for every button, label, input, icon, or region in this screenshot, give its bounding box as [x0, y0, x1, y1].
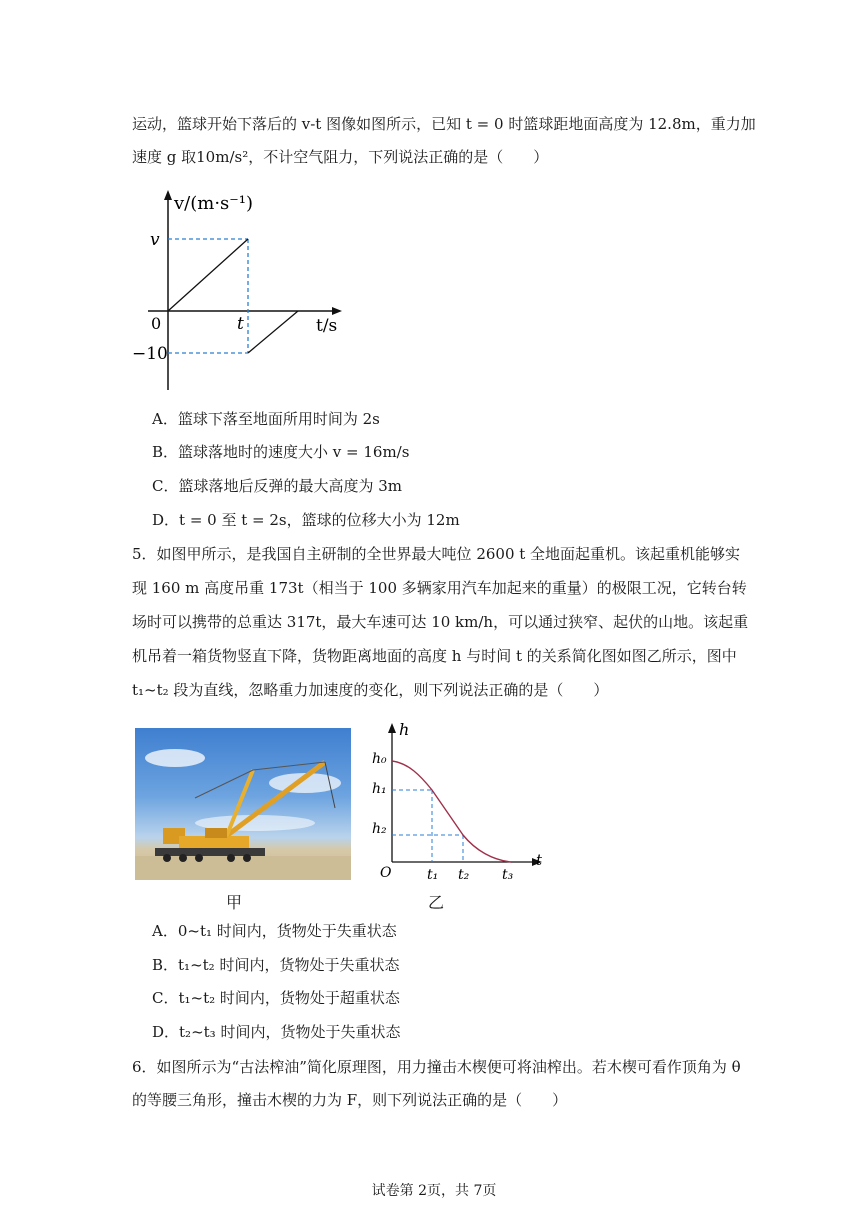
vt-t-tick-label: t: [237, 314, 244, 334]
vt-y-arrow: [164, 190, 172, 200]
ht-t1-label: t₁: [427, 867, 439, 883]
ht-x-axis-label: t: [536, 851, 543, 869]
crane-photo: [135, 728, 351, 880]
q5-stem-line1: 5．如图甲所示，是我国自主研制的全世界最大吨位 2600 t 全地面起重机。该起重机能够实: [132, 545, 741, 563]
vt-x-axis-label: t/s: [316, 316, 338, 336]
q4-stem-line1: 运动，篮球开始下落后的 v-t 图像如图所示，已知 t = 0 时篮球距地面高度为 12.8m，重力加: [132, 115, 756, 133]
q5-stem-line3: 场时可以携带的总重达 317t，最大车速可达 10 km/h，可以通过狭窄、起伏的山地。该起重: [132, 613, 749, 631]
q4-option-d: D．t = 0 至 t = 2s，篮球的位移大小为 12m: [152, 511, 460, 529]
caption-jia: 甲: [226, 893, 243, 912]
vt-rebound-line: [248, 311, 298, 353]
q5-option-c: C．t₁~t₂ 时间内，货物处于超重状态: [152, 989, 400, 1007]
q4-option-c: C．篮球落地后反弹的最大高度为 3m: [152, 477, 403, 495]
crane-illustration: [135, 728, 351, 880]
q4-option-a: A．篮球下落至地面所用时间为 2s: [152, 410, 380, 428]
q5-stem-line2: 现 160 m 高度吊重 173t（相当于 100 多辆家用汽车加起来的重量）的极限工况，它转台转: [132, 579, 747, 597]
vt-y-axis-label: v/(m·s⁻¹): [174, 193, 254, 214]
ht-curve: [392, 761, 511, 862]
vt-origin-label: 0: [151, 314, 162, 333]
q6-stem-line2: 的等腰三角形，撞击木楔的力为 F，则下列说法正确的是（ ）: [132, 1091, 568, 1109]
ht-t3-label: t₃: [502, 867, 514, 883]
caption-yi: 乙: [428, 893, 445, 912]
q5-option-d: D．t₂~t₃ 时间内，货物处于失重状态: [152, 1023, 401, 1041]
vt-v-tick-label: v: [150, 230, 160, 250]
vt-graph: [130, 185, 350, 395]
q4-option-b: B．篮球落地时的速度大小 v = 16m/s: [152, 443, 410, 461]
ht-h1-label: h₁: [372, 781, 387, 797]
vt-rise-line: [168, 239, 248, 311]
page-footer: 试卷第 2页，共 7页: [371, 1183, 497, 1199]
q5-option-b: B．t₁~t₂ 时间内，货物处于失重状态: [152, 956, 400, 974]
q5-stem-line5: t₁~t₂ 段为直线，忽略重力加速度的变化，则下列说法正确的是（ ）: [132, 681, 609, 699]
ht-graph: [368, 717, 558, 887]
q4-stem-line2: 速度 g 取10m/s²，不计空气阻力，下列说法正确的是（ ）: [132, 148, 549, 166]
vt-x-arrow: [332, 307, 342, 315]
ht-origin-label: O: [380, 865, 392, 881]
q5-option-a: A．0~t₁ 时间内，货物处于失重状态: [152, 922, 397, 940]
ht-y-axis-label: h: [399, 720, 410, 739]
ht-t2-label: t₂: [458, 867, 470, 883]
q6-stem-line1: 6．如图所示为“古法榨油”简化原理图，用力撞击木楔便可将油榨出。若木楔可看作顶角为 θ: [132, 1058, 741, 1076]
ht-h2-label: h₂: [372, 821, 387, 837]
q5-stem-line4: 机吊着一箱货物竖直下降，货物距离地面的高度 h 与时间 t 的关系简化图如图乙所示，图中: [132, 647, 737, 665]
ht-y-arrow: [388, 723, 396, 733]
ht-h0-label: h₀: [372, 751, 387, 767]
vt-neg-tick-label: −10: [132, 344, 168, 364]
